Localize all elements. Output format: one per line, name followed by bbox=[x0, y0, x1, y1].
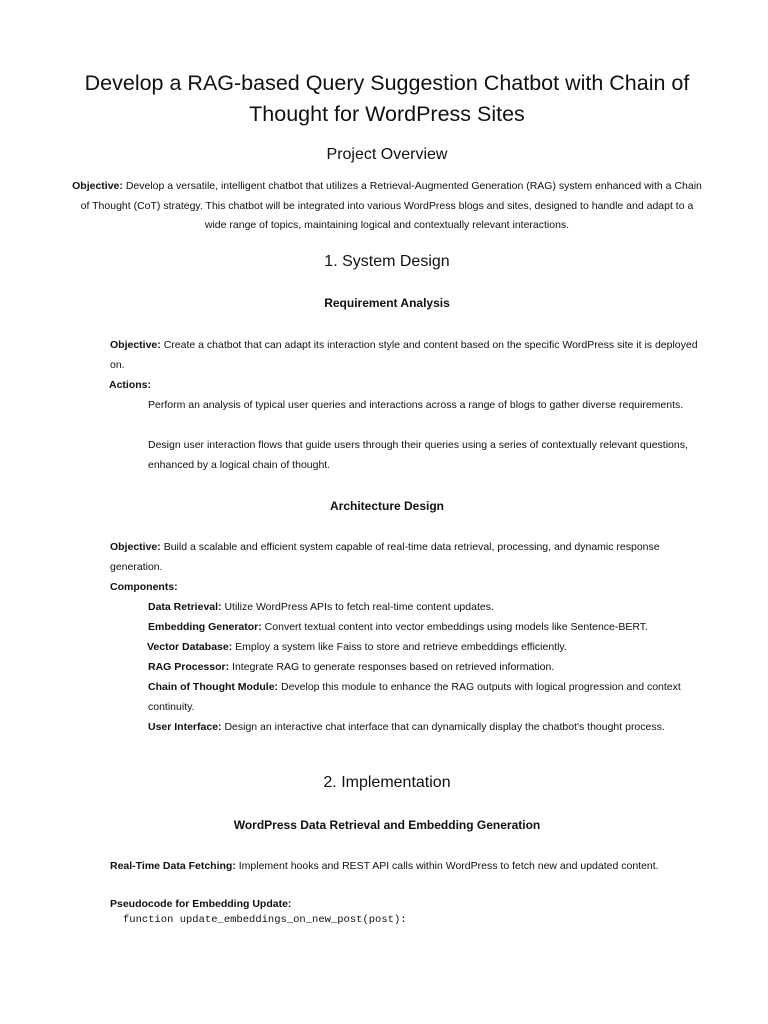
realtime-fetching-label: Real-Time Data Fetching: bbox=[110, 860, 236, 872]
pseudocode-label: Pseudocode for Embedding Update: bbox=[110, 898, 292, 910]
requirement-analysis-heading: Requirement Analysis bbox=[324, 296, 450, 310]
data-retrieval-subheading: WordPress Data Retrieval and Embedding Generation bbox=[233, 818, 541, 832]
requirement-objective-paragraph bbox=[110, 335, 700, 375]
architecture-design-heading: Architecture Design bbox=[329, 499, 445, 513]
component-item bbox=[148, 597, 700, 617]
component-label: Embedding Generator: bbox=[148, 621, 262, 633]
overview-objective-paragraph bbox=[70, 177, 704, 236]
component-label: User Interface: bbox=[148, 721, 222, 733]
system-design-heading: 1. System Design bbox=[324, 253, 450, 270]
implementation-heading: 2. Implementation bbox=[323, 774, 451, 791]
code-line: function update_embeddings_on_new_post(post): bbox=[123, 914, 407, 926]
component-label: Data Retrieval: bbox=[148, 601, 222, 613]
component-item bbox=[148, 617, 700, 637]
component-label: Chain of Thought Module: bbox=[148, 681, 279, 693]
component-item bbox=[147, 637, 699, 657]
overview-objective-text: Develop a versatile, intelligent chatbot that utilizes a Retrieval-Augmented Generation (RAG) system enhanced with a Chain of Thought (CoT) strategy. This chatbot will be integrated into various WordPress blogs and sites, designed to handle and adapt to a wide range of topics, maintaining logical and contextually relevant interactions. bbox=[80, 180, 702, 231]
project-overview-heading: Project Overview bbox=[326, 146, 448, 163]
actions-label: Actions: bbox=[109, 379, 151, 391]
components-label: Components: bbox=[110, 581, 178, 593]
component-text: Employ a system like Faiss to store and retrieve embeddings efficiently. bbox=[232, 641, 567, 653]
architecture-objective-paragraph bbox=[110, 537, 700, 577]
action-item: Perform an analysis of typical user queries and interactions across a range of blogs to gather diverse requirements. bbox=[148, 399, 684, 411]
component-text: Convert textual content into vector embeddings using models like Sentence-BERT. bbox=[261, 621, 648, 633]
requirement-objective-label: Objective: bbox=[110, 339, 161, 351]
component-label: Vector Database: bbox=[147, 641, 233, 653]
component-item bbox=[148, 657, 700, 677]
overview-objective-label: Objective: bbox=[72, 180, 123, 192]
component-text: Design an interactive chat interface that can dynamically display the chatbot's thought process. bbox=[221, 721, 665, 733]
component-item bbox=[148, 717, 700, 737]
architecture-objective-label: Objective: bbox=[110, 541, 161, 553]
requirement-objective-text: Create a chatbot that can adapt its interaction style and content based on the specific WordPress site it is deployed on. bbox=[110, 339, 698, 371]
realtime-fetching-text: Implement hooks and REST API calls within WordPress to fetch new and updated content. bbox=[235, 860, 659, 872]
architecture-objective-text: Build a scalable and efficient system capable of real-time data retrieval, processing, and dynamic response generation. bbox=[110, 541, 660, 573]
action-item: Design user interaction flows that guide users through their queries using a series of contextually relevant questions, enhanced by a logical chain of thought. bbox=[148, 439, 688, 471]
document-title: Develop a RAG-based Query Suggestion Chatbot with Chain of Thought for WordPress Sites bbox=[84, 71, 690, 126]
component-label: RAG Processor: bbox=[148, 661, 230, 673]
realtime-fetching-paragraph bbox=[110, 856, 700, 876]
component-text: Integrate RAG to generate responses based on retrieved information. bbox=[229, 661, 555, 673]
component-text: Utilize WordPress APIs to fetch real-time content updates. bbox=[221, 601, 494, 613]
component-item bbox=[148, 677, 700, 717]
component-text: Develop this module to enhance the RAG outputs with logical progression and context continuity. bbox=[148, 681, 681, 713]
